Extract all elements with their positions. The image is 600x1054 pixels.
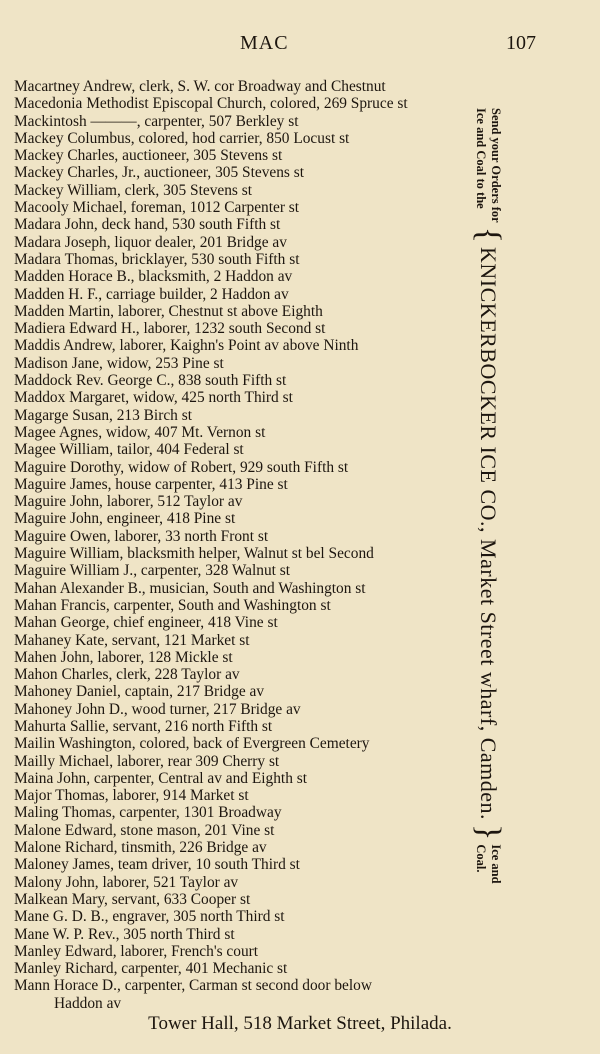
- side-advertisement: [452, 108, 524, 988]
- directory-entry: Malkean Mary, servant, 633 Cooper st: [14, 890, 251, 908]
- directory-entry: Madiera Edward H., laborer, 1232 south Second st: [14, 320, 326, 338]
- directory-entry: Mahan Francis, carpenter, South and Washington st: [14, 596, 331, 614]
- directory-entry: Mailin Washington, colored, back of Evergreen Cemetery: [14, 735, 370, 753]
- directory-entry: Mackey Charles, Jr., auctioneer, 305 Stevens st: [14, 164, 305, 182]
- directory-entry: Mahurta Sallie, servant, 216 north Fifth st: [14, 717, 273, 735]
- directory-entry: Maguire John, engineer, 418 Pine st: [14, 510, 236, 528]
- directory-entry: Mahon Charles, clerk, 228 Taylor av: [14, 666, 240, 684]
- directory-entry: Mackintosh ———, carpenter, 507 Berkley st: [14, 112, 299, 130]
- ad-products: [473, 844, 503, 883]
- directory-entry: Maling Thomas, carpenter, 1301 Broadway: [14, 804, 282, 822]
- directory-entry: Macooly Michael, foreman, 1012 Carpenter st: [14, 199, 300, 217]
- brace-right: }: [470, 824, 507, 841]
- directory-entry: Maguire James, house carpenter, 413 Pine st: [14, 475, 288, 493]
- directory-entry: Manley Richard, carpenter, 401 Mechanic st: [14, 960, 288, 978]
- ad-intro-line-1: Send your Orders for: [489, 108, 503, 223]
- directory-entry: Maddock Rev. George C., 838 south Fifth st: [14, 372, 287, 390]
- directory-entry: Maguire William J., carpenter, 328 Walnut st: [14, 562, 291, 580]
- directory-entry: Macartney Andrew, clerk, S. W. cor Broadway and Chestnut: [14, 78, 386, 95]
- directory-entry: Magarge Susan, 213 Birch st: [14, 406, 192, 424]
- directory-entry: Mahoney Daniel, captain, 217 Bridge av: [14, 683, 265, 701]
- directory-entry: Mahoney John D., wood turner, 217 Bridge av: [14, 700, 301, 718]
- directory-entry: Malone Edward, stone mason, 201 Vine st: [14, 821, 275, 839]
- directory-entry: Malony John, laborer, 521 Taylor av: [14, 873, 239, 891]
- directory-entry: Magee Agnes, widow, 407 Mt. Vernon st: [14, 423, 266, 441]
- directory-entry: Mahen John, laborer, 128 Mickle st: [14, 648, 233, 666]
- directory-entry: Mahan Alexander B., musician, South and Washington st: [14, 579, 366, 597]
- directory-entry: Maguire Owen, laborer, 33 north Front st: [14, 527, 269, 545]
- ad-company: KNICKERBOCKER ICE CO., Market Street wharf, Camden.: [476, 247, 501, 821]
- directory-entry: Mackey Charles, auctioneer, 305 Stevens st: [14, 147, 283, 165]
- directory-entry: Magee William, tailor, 404 Federal st: [14, 441, 244, 459]
- ad-intro: [473, 108, 503, 223]
- directory-entry: Mackey William, clerk, 305 Stevens st: [14, 181, 253, 199]
- brace-left: {: [470, 226, 507, 244]
- directory-entry: Maloney James, team driver, 10 south Third st: [14, 856, 300, 874]
- directory-entry: Major Thomas, laborer, 914 Market st: [14, 787, 249, 805]
- ad-intro-line-2: Ice and Coal to the: [474, 108, 488, 209]
- directory-entry: Haddon av: [54, 994, 122, 1012]
- directory-entry: Madden Martin, laborer, Chestnut st above Eighth: [14, 302, 323, 320]
- directory-entry: Maina John, carpenter, Central av and Eighth st: [14, 769, 308, 787]
- directory-entry: Madara Thomas, bricklayer, 530 south Fifth st: [14, 250, 300, 268]
- page-header: [0, 32, 600, 60]
- directory-entry: Mackey Columbus, colored, hod carrier, 850 Locust st: [14, 129, 350, 147]
- directory-entry: Mailly Michael, laborer, rear 309 Cherry st: [14, 752, 280, 770]
- directory-entry: Madison Jane, widow, 253 Pine st: [14, 354, 224, 372]
- directory-entry: Madden Horace B., blacksmith, 2 Haddon av: [14, 268, 293, 286]
- page-number: 107: [506, 32, 536, 54]
- directory-entry: Madden H. F., carriage builder, 2 Haddon av: [14, 285, 289, 303]
- directory-entry: Maguire Dorothy, widow of Robert, 929 south Fifth st: [14, 458, 349, 476]
- directory-entry: Mahaney Kate, servant, 121 Market st: [14, 631, 250, 649]
- directory-entry: Maddox Margaret, widow, 425 north Third st: [14, 389, 293, 407]
- ad-products-line-1: Ice and: [489, 844, 503, 884]
- directory-entry: Malone Richard, tinsmith, 226 Bridge av: [14, 839, 267, 857]
- directory-entry: Mane W. P. Rev., 305 north Third st: [14, 925, 235, 943]
- directory-entry: Maguire William, blacksmith helper, Walnut st bel Second: [14, 545, 374, 563]
- directory-entry: Manley Edward, laborer, French's court: [14, 942, 259, 960]
- ad-products-line-2: Coal.: [474, 844, 488, 873]
- directory-entry: Mane G. D. B., engraver, 305 north Third st: [14, 908, 285, 926]
- section-heading: MAC: [240, 32, 289, 54]
- directory-entry: Mann Horace D., carpenter, Carman st second door below: [14, 977, 372, 995]
- directory-entry: Maguire John, laborer, 512 Taylor av: [14, 493, 243, 511]
- page-footer: Tower Hall, 518 Market Street, Philada.: [148, 1013, 452, 1034]
- directory-entry: Mahan George, chief engineer, 418 Vine st: [14, 614, 278, 632]
- directory-entry: Maddis Andrew, laborer, Kaighn's Point av above Ninth: [14, 337, 359, 355]
- directory-entry: Madara John, deck hand, 530 south Fifth st: [14, 216, 281, 234]
- directory-entry: Macedonia Methodist Episcopal Church, colored, 269 Spruce st: [14, 95, 408, 113]
- directory-entry: Madara Joseph, liquor dealer, 201 Bridge av: [14, 233, 287, 251]
